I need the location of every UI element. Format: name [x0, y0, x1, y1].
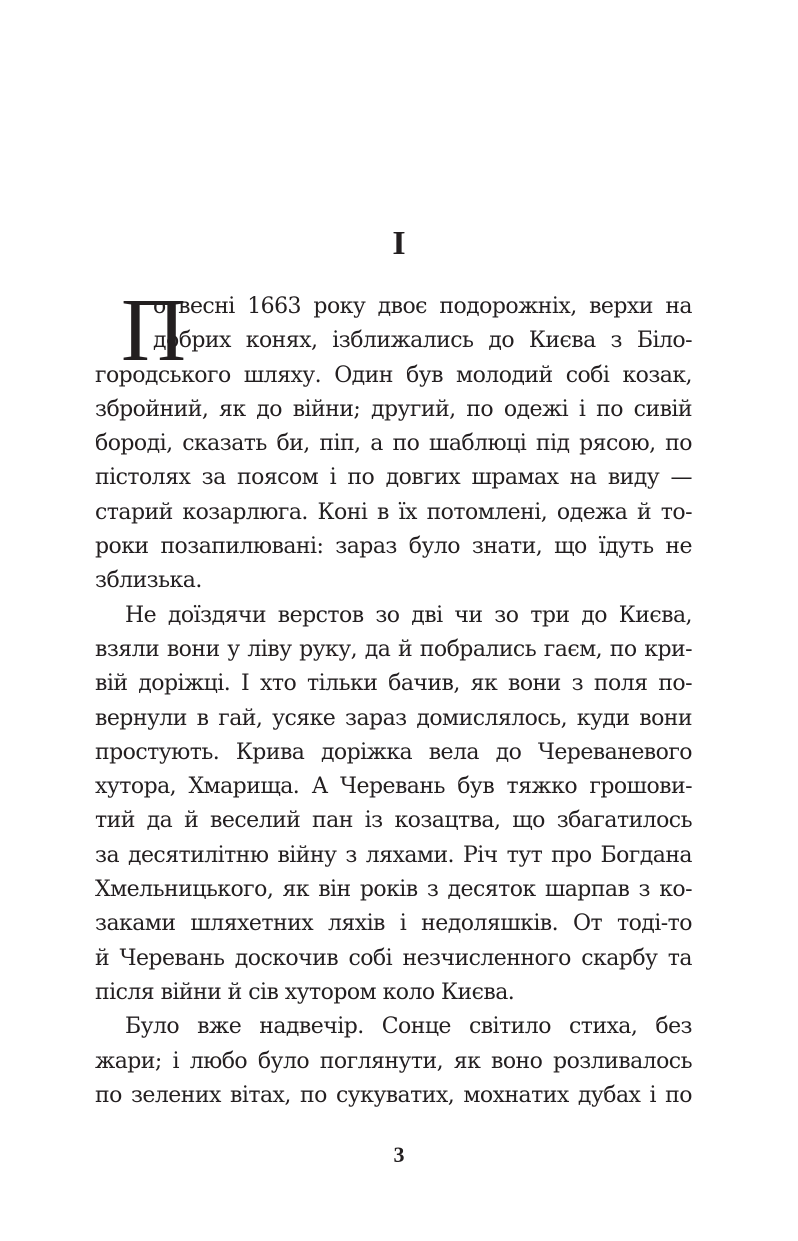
text-line: вій доріжці. І хто тільки бачив, як вони з поля по-	[95, 671, 692, 697]
text-line: вернули в гай, усяке зараз домислялось, куди вони	[95, 705, 692, 731]
text-line: за десятилітню війну з ляхами. Річ тут про Богдана	[95, 842, 692, 868]
body-text	[95, 281, 692, 1113]
text-line: після війни й сів хутором коло Києва.	[95, 979, 515, 1005]
text-line: хутора, Хмарища. А Черевань був тяжко грошови-	[95, 774, 692, 800]
text-line: старий козарлюга. Коні в їх потомлені, одежа й то-	[95, 499, 692, 525]
text-line: збройний, як до війни; другий, по одежі і по сивій	[95, 396, 692, 422]
chapter-heading: I	[392, 225, 406, 262]
text-line: городського шляху. Один був молодий собі козак,	[95, 362, 692, 388]
text-line: жари; і любо було поглянути, як воно розливалось	[95, 1048, 692, 1074]
page-number: 3	[393, 1142, 405, 1167]
text-line: й Черевань доскочив собі незчисленного скарбу та	[95, 945, 692, 971]
text-line: простують. Крива доріжка вела до Череваневого	[95, 739, 692, 765]
text-line: заками шляхетних ляхів і недоляшків. От тоді-то	[95, 911, 692, 937]
text-line: пістолях за поясом і по довгих шрамах на виду —	[95, 465, 692, 491]
text-line: тий да й веселий пан із козацтва, що збагатилось	[95, 808, 692, 834]
text-line: Не доїздячи верстов зо дві чи зо три до Києва,	[125, 602, 692, 628]
text-line: взяли вони у ліву руку, да й побрались гаєм, по кри-	[95, 636, 692, 662]
text-line: о весні 1663 року двоє подорожніх, верхи на	[153, 294, 692, 319]
text-line: Було вже надвечір. Сонце світило стиха, без	[125, 1014, 692, 1040]
text-line: по зелених вітах, по сукуватих, мохнатих дубах і по	[95, 1082, 692, 1108]
drop-cap: П	[121, 281, 186, 380]
text-line: зблизька.	[95, 568, 202, 594]
text-line: Хмельницького, як він років з десяток шарпав з ко-	[95, 877, 692, 903]
text-line: добрих конях, ізближались до Києва з Біло-	[153, 328, 692, 354]
text-line: роки позапилювані: зараз було знати, що їдуть не	[95, 534, 692, 560]
text-line: бороді, сказать би, піп, а по шаблюці під рясою, по	[95, 431, 692, 457]
